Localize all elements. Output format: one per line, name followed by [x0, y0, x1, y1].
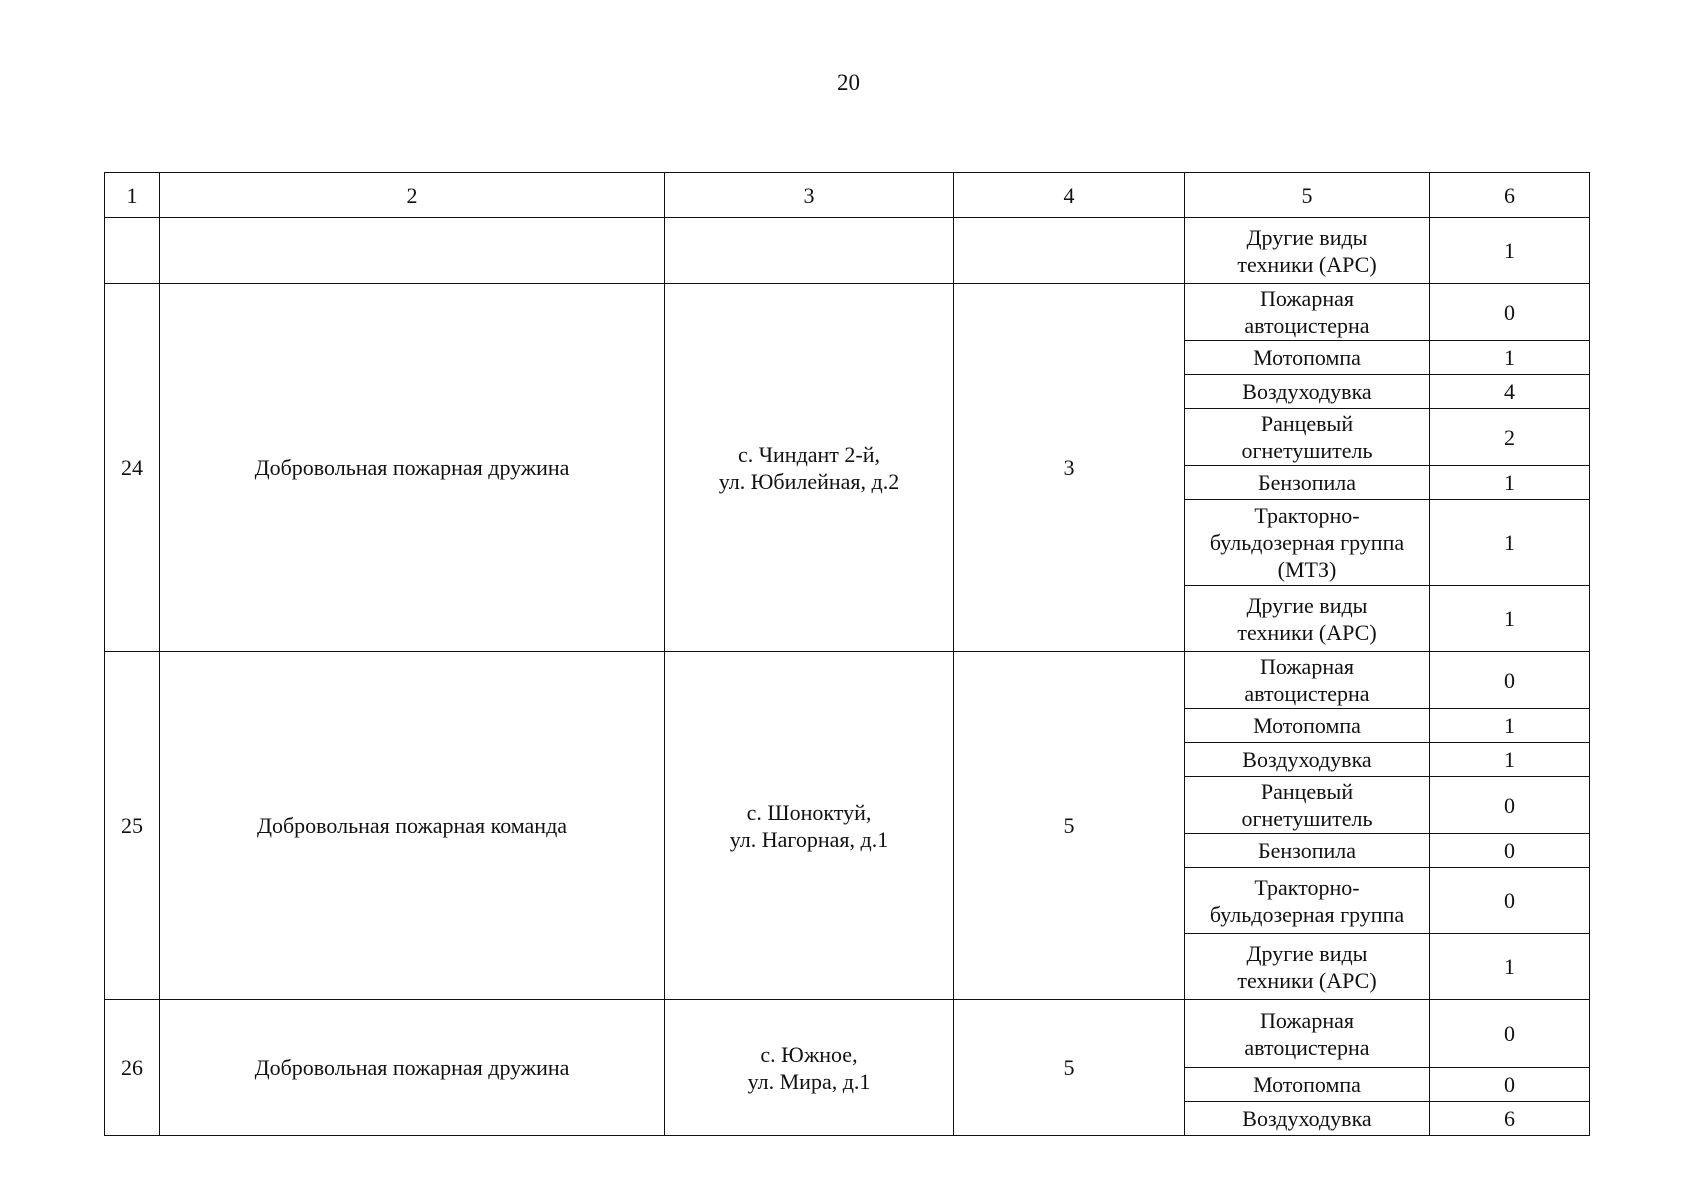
- staff-cell: 5: [954, 1000, 1185, 1136]
- equipment-name: Другие виды техники (АРС): [1185, 934, 1430, 1000]
- address-cell: с. Шоноктуй, ул. Нагорная, д.1: [665, 652, 954, 1000]
- name-cell: Добровольная пожарная дружина: [160, 1000, 665, 1136]
- equipment-name: Ранцевый огнетушитель: [1185, 777, 1430, 834]
- name-cell: Добровольная пожарная дружина: [160, 284, 665, 652]
- num-cell: 25: [105, 652, 160, 1000]
- equipment-qty: 0: [1430, 868, 1590, 934]
- num-cell: [105, 218, 160, 284]
- equipment-name: Ранцевый огнетушитель: [1185, 409, 1430, 466]
- equipment-name: Пожарная автоцистерна: [1185, 284, 1430, 341]
- equipment-qty: 1: [1430, 934, 1590, 1000]
- equipment-name: Тракторно- бульдозерная группа: [1185, 868, 1430, 934]
- header-cell: 2: [160, 173, 665, 218]
- header-cell: 3: [665, 173, 954, 218]
- equipment-qty: 1: [1430, 709, 1590, 743]
- header-cell: 1: [105, 173, 160, 218]
- header-cell: 5: [1185, 173, 1430, 218]
- equipment-name: Тракторно- бульдозерная группа (МТЗ): [1185, 500, 1430, 586]
- address-cell: с. Чиндант 2-й, ул. Юбилейная, д.2: [665, 284, 954, 652]
- equipment-qty: 1: [1430, 743, 1590, 777]
- equipment-name: Мотопомпа: [1185, 1068, 1430, 1102]
- equipment-qty: 1: [1430, 586, 1590, 652]
- equipment-name: Воздуходувка: [1185, 375, 1430, 409]
- header-cell: 6: [1430, 173, 1590, 218]
- address-cell: [665, 218, 954, 284]
- fire-equipment-table: [104, 172, 1590, 1136]
- equipment-name: Другие виды техники (АРС): [1185, 586, 1430, 652]
- num-cell: 26: [105, 1000, 160, 1136]
- address-cell: с. Южное, ул. Мира, д.1: [665, 1000, 954, 1136]
- table-row: [105, 1000, 1590, 1068]
- equipment-qty: 1: [1430, 500, 1590, 586]
- table-row: [105, 652, 1590, 709]
- equipment-name: Мотопомпа: [1185, 709, 1430, 743]
- staff-cell: [954, 218, 1185, 284]
- num-cell: 24: [105, 284, 160, 652]
- equipment-qty: 4: [1430, 375, 1590, 409]
- equipment-name: Другие виды техники (АРС): [1185, 218, 1430, 284]
- equipment-qty: 2: [1430, 409, 1590, 466]
- name-cell: [160, 218, 665, 284]
- equipment-qty: 0: [1430, 834, 1590, 868]
- name-cell: Добровольная пожарная команда: [160, 652, 665, 1000]
- staff-cell: 5: [954, 652, 1185, 1000]
- equipment-name: Пожарная автоцистерна: [1185, 1000, 1430, 1068]
- table-row: [105, 218, 1590, 284]
- table-row: [105, 284, 1590, 341]
- equipment-qty: 0: [1430, 777, 1590, 834]
- equipment-qty: 0: [1430, 1000, 1590, 1068]
- equipment-name: Бензопила: [1185, 834, 1430, 868]
- equipment-name: Воздуходувка: [1185, 1102, 1430, 1136]
- equipment-qty: 0: [1430, 284, 1590, 341]
- page-number: 20: [837, 70, 860, 95]
- equipment-name: Пожарная автоцистерна: [1185, 652, 1430, 709]
- staff-cell: 3: [954, 284, 1185, 652]
- table-header-row: [105, 173, 1590, 218]
- equipment-qty: 6: [1430, 1102, 1590, 1136]
- equipment-name: Воздуходувка: [1185, 743, 1430, 777]
- equipment-name: Мотопомпа: [1185, 341, 1430, 375]
- equipment-qty: 0: [1430, 652, 1590, 709]
- equipment-qty: 1: [1430, 341, 1590, 375]
- equipment-qty: 1: [1430, 466, 1590, 500]
- equipment-qty: 1: [1430, 218, 1590, 284]
- equipment-qty: 0: [1430, 1068, 1590, 1102]
- equipment-name: Бензопила: [1185, 466, 1430, 500]
- header-cell: 4: [954, 173, 1185, 218]
